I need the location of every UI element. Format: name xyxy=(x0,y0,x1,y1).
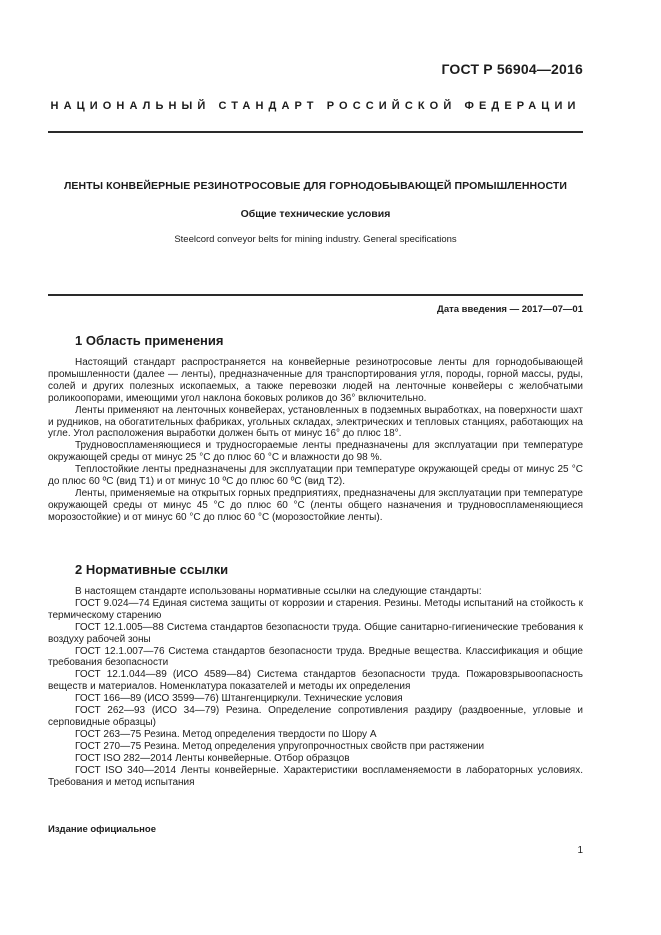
paragraph: Теплостойкие ленты предназначены для эксплуатации при температуре окружающей среды от минус 25 °С до плюс 60 ºС (вид Т1) и от минус 10 ºС до плюс 60 ºС (вид Т2). xyxy=(48,464,583,488)
introduction-date: Дата введения — 2017—07—01 xyxy=(437,304,583,315)
top-divider xyxy=(48,131,583,133)
edition-label: Издание официальное xyxy=(48,824,156,835)
reference-item: ГОСТ ISO 282—2014 Ленты конвейерные. Отбор образцов xyxy=(75,752,350,764)
paragraph: Трудновоспламеняющиеся и трудносгораемые ленты предназначены для эксплуатации при температуре окружающей среды от минус 25 °С до плюс 60 °С и влажности до 98 %. xyxy=(48,440,583,464)
reference-item: ГОСТ 12.1.007—76 Система стандартов безопасности труда. Вредные вещества. Классификация и общие требования безопасности xyxy=(48,645,583,669)
page-number: 1 xyxy=(577,845,583,856)
reference-item: ГОСТ 263—75 Резина. Метод определения твердости по Шору А xyxy=(75,728,377,740)
document-code: ГОСТ Р 56904—2016 xyxy=(441,61,583,77)
document-title: ЛЕНТЫ КОНВЕЙЕРНЫЕ РЕЗИНОТРОСОВЫЕ ДЛЯ ГОРНОДОБЫВАЮЩЕЙ ПРОМЫШЛЕННОСТИ xyxy=(63,180,568,192)
reference-item: ГОСТ 166—89 (ИСО 3599—76) Штангенциркули. Технические условия xyxy=(75,693,403,705)
reference-item: ГОСТ ISO 340—2014 Ленты конвейерные. Характеристики воспламеняемости в лабораторных условиях. Требования и метод испытания xyxy=(48,764,583,788)
standard-title: НАЦИОНАЛЬНЫЙ СТАНДАРТ РОССИЙСКОЙ ФЕДЕРАЦИИ xyxy=(50,100,581,112)
section-1-body xyxy=(48,357,583,524)
section-1-heading: 1 Область применения xyxy=(75,333,224,348)
english-title: Steelcord conveyor belts for mining industry. General specifications xyxy=(174,234,457,245)
reference-item: ГОСТ 270—75 Резина. Метод определения упругопрочностных свойств при растяжении xyxy=(75,740,485,752)
document-subtitle: Общие технические условия xyxy=(240,208,391,220)
section-2-body xyxy=(48,586,583,788)
reference-item: ГОСТ 12.1.044—89 (ИСО 4589—84) Система стандартов безопасности труда. Пожаровзрывоопасность веществ и материалов. Номенклатура показателей и методы их определения xyxy=(48,669,583,693)
section-2-heading: 2 Нормативные ссылки xyxy=(75,562,229,577)
paragraph: Ленты, применяемые на открытых горных предприятиях, предназначены для эксплуатации при температуре окружающей среды от минус 45 °С до плюс 60 °С (ленты общего назначения и трудновоспламеняющиеся морозостойкие) и от минус 60 °С до плюс 60 °С (морозостойкие ленты). xyxy=(48,487,583,523)
reference-item: ГОСТ 12.1.005—88 Система стандартов безопасности труда. Общие санитарно-гигиенические требования к воздуху рабочей зоны xyxy=(48,621,583,645)
paragraph: Ленты применяют на ленточных конвейерах, установленных в подземных выработках, на поверхности шахт и рудников, на обогатительных фабриках, угольных складах, электрических и тепловых станциях, работающих на угле. Угол расположения выработки должен быть от минус 16° до плюс 18°. xyxy=(48,404,583,440)
title-divider xyxy=(48,294,583,296)
reference-item: ГОСТ 262—93 (ИСО 34—79) Резина. Определение сопротивления раздиру (раздвоенные, угловые и серповидные образцы) xyxy=(48,705,583,728)
paragraph: Настоящий стандарт распространяется на конвейерные резинотросовые ленты для горнодобывающей промышленности (далее — ленты), предназначенные для транспортирования угля, породы, горной массы, руды, солей и других полезных ископаемых, а также перевозки людей на ленточные конвейеры с желобчатыми роликоопорами, имеющими угол наклона боковых роликов до 36° включительно. xyxy=(48,357,583,404)
paragraph: В настоящем стандарте использованы нормативные ссылки на следующие стандарты: xyxy=(75,586,482,597)
reference-item: ГОСТ 9.024—74 Единая система защиты от коррозии и старения. Резины. Методы испытаний на стойкость к термическому старению xyxy=(48,597,583,621)
